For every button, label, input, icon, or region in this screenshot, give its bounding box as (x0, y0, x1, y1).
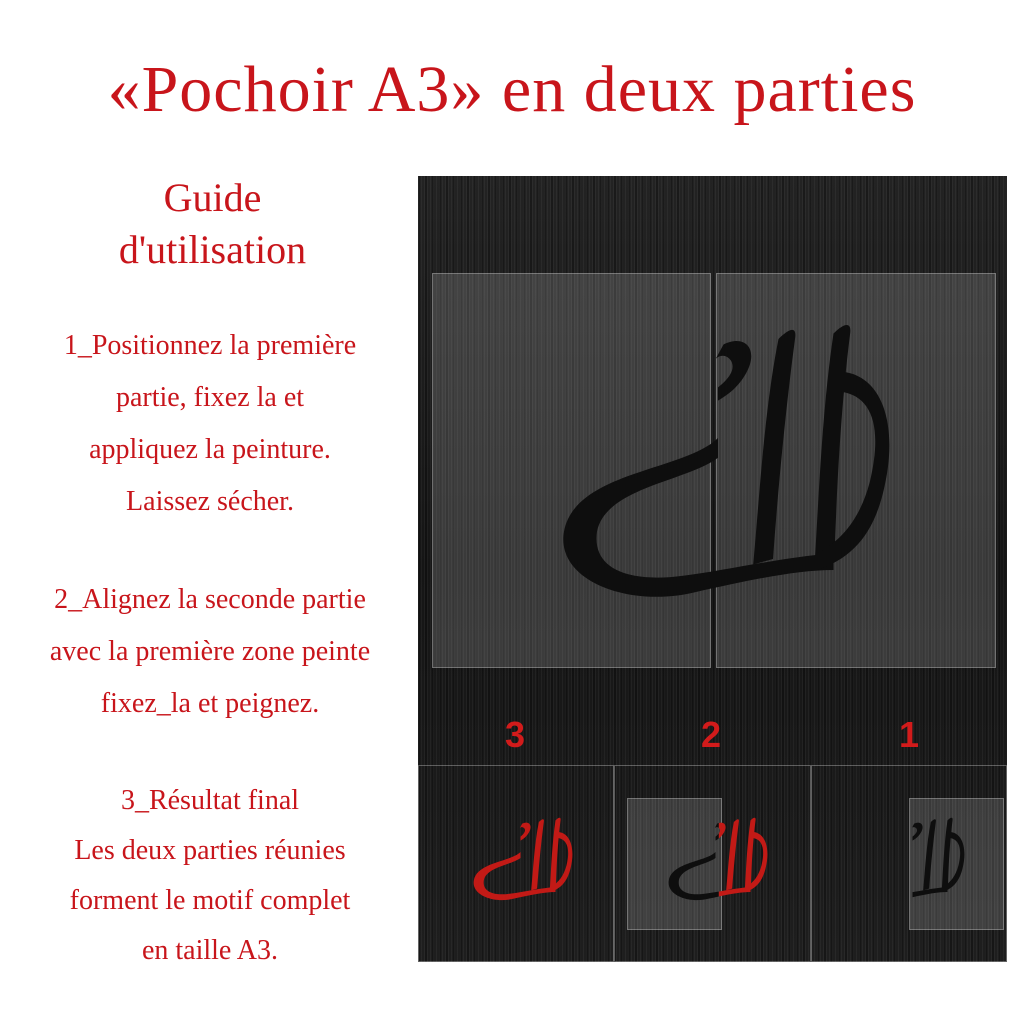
guide-heading-line-1: Guide (163, 175, 262, 220)
calligraphy-motif-step-1 (830, 812, 995, 912)
guide-heading (40, 172, 385, 276)
step-1-line-1: 1_Positionnez la première (63, 330, 357, 361)
step-2-line-2: avec la première zone peinte (49, 636, 371, 667)
step-number-1: 1 (899, 714, 920, 755)
guide-heading-line-2: d'utilisation (118, 227, 307, 272)
step-3-line-2: Les deux parties réunies (74, 835, 346, 866)
calligraphy-motif-final-red (438, 812, 603, 912)
step-1-line-3: appliquez la peinture. (89, 434, 331, 465)
calligraphy-motif-step-2 (633, 812, 798, 912)
step-1-line-2: partie, fixez la et (115, 382, 305, 413)
step-number-3: 3 (505, 714, 526, 755)
step-2-instructions (0, 574, 420, 730)
step-3-line-1: 3_Résultat final (120, 785, 300, 816)
step-1-instructions (0, 320, 420, 528)
step-number-2: 2 (701, 714, 722, 755)
step-3-instructions (0, 776, 420, 976)
step-3-line-4: en taille A3. (141, 935, 279, 966)
step-1-line-4: Laissez sécher. (126, 486, 294, 517)
step-2-line-3: fixez_la et peignez. (100, 688, 320, 719)
step-3-line-3: forment le motif complet (69, 885, 351, 916)
page-title: «Pochoir A3» en deux parties (107, 53, 917, 126)
step-2-line-1: 2_Alignez la seconde partie (54, 584, 366, 615)
calligraphy-motif-large (448, 306, 988, 636)
stencil-illustration-panel (418, 176, 1007, 962)
